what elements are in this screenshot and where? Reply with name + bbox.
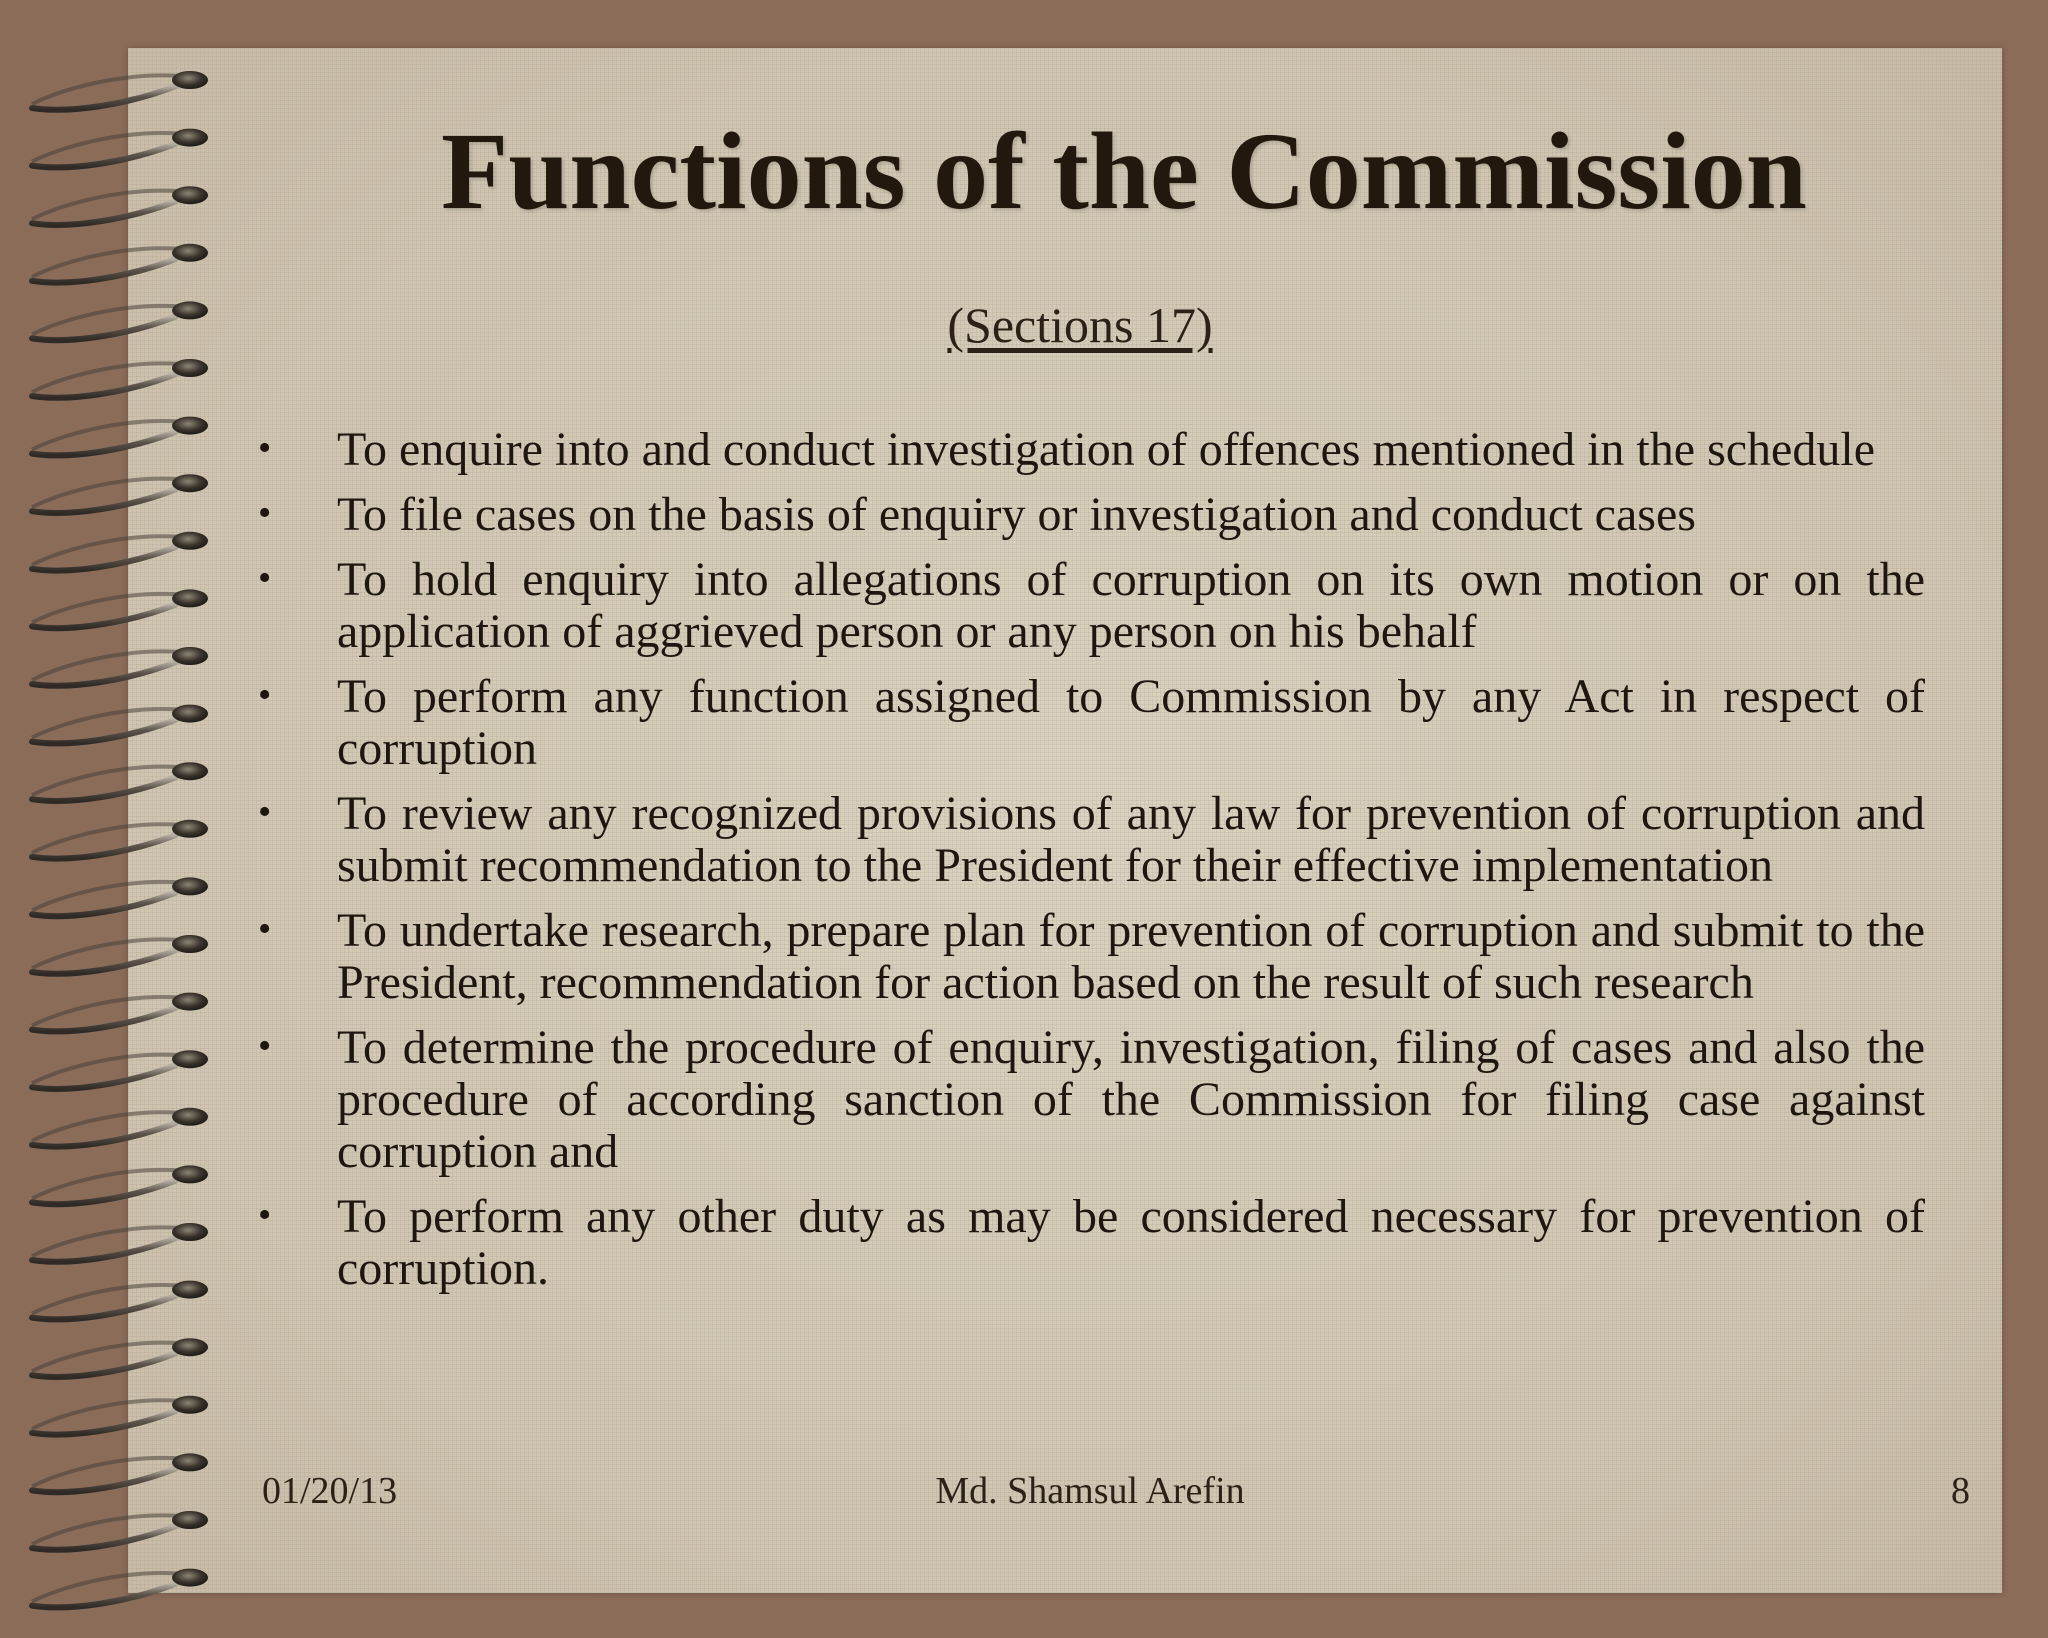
slide-title: Functions of the Commission <box>441 110 1807 232</box>
bullet-item <box>250 1191 1925 1295</box>
spiral-ring-icon <box>32 417 208 456</box>
slide-subtitle: (Sections 17) <box>947 297 1213 353</box>
spiral-ring-icon <box>32 71 208 110</box>
spiral-ring-icon <box>32 186 208 225</box>
spiral-ring-icon <box>32 1569 208 1608</box>
bullet-item <box>250 424 1925 476</box>
spiral-ring-icon <box>32 820 208 859</box>
spiral-ring-icon <box>32 877 208 916</box>
spiral-ring-icon <box>32 589 208 628</box>
bullet-dot-icon: • <box>258 492 272 534</box>
page-number: 8 <box>1951 1470 1970 1512</box>
spiral-ring-icon <box>32 1338 208 1377</box>
bullet-dot-icon: • <box>258 791 272 833</box>
spiral-ring-icon <box>32 647 208 686</box>
bullet-item <box>250 554 1925 658</box>
spiral-ring-icon <box>32 359 208 398</box>
bullet-text: To determine the procedure of enquiry, investigation, filing of cases and also the procedure of according sanction of the Commission for filing case against corruption and <box>337 1021 1925 1178</box>
spiral-ring-icon <box>32 301 208 340</box>
bullet-item <box>250 489 1925 541</box>
bullet-dot-icon: • <box>258 908 272 950</box>
bullet-text: To file cases on the basis of enquiry or investigation and conduct cases <box>337 488 1696 541</box>
bullet-item <box>250 905 1925 1009</box>
bullet-item <box>250 671 1925 775</box>
spiral-ring-icon <box>32 935 208 974</box>
bullet-text: To undertake research, prepare plan for prevention of corruption and submit to the President, recommendation for action based on the result of such research <box>337 904 1925 1009</box>
spiral-ring-icon <box>32 1396 208 1435</box>
bullet-text: To perform any function assigned to Commission by any Act in respect of corruption <box>337 670 1925 775</box>
spiral-ring-icon <box>32 1223 208 1262</box>
footer-author: Md. Shamsul Arefin <box>935 1470 1245 1512</box>
bullet-text: To enquire into and conduct investigation of offences mentioned in the schedule <box>337 423 1875 476</box>
spiral-ring-icon <box>32 244 208 283</box>
spiral-ring-icon <box>32 1511 208 1550</box>
spiral-ring-icon <box>32 1281 208 1320</box>
bullet-dot-icon: • <box>258 674 272 716</box>
bullet-dot-icon: • <box>258 1025 272 1067</box>
spiral-binding-icon <box>0 0 260 1638</box>
spiral-ring-icon <box>32 129 208 168</box>
spiral-ring-icon <box>32 762 208 801</box>
bullet-dot-icon: • <box>258 1194 272 1236</box>
spiral-ring-icon <box>32 705 208 744</box>
footer-date: 01/20/13 <box>262 1470 398 1512</box>
bullet-text: To review any recognized provisions of any law for prevention of corruption and submit recommendation to the President for their effective implementation <box>337 787 1925 892</box>
bullet-dot-icon: • <box>258 427 272 469</box>
bullet-text: To perform any other duty as may be considered necessary for prevention of corruption. <box>337 1190 1925 1295</box>
spiral-ring-icon <box>32 1165 208 1204</box>
bullet-text: To hold enquiry into allegations of corruption on its own motion or on the application of aggrieved person or any person on his behalf <box>337 553 1925 658</box>
bullet-item <box>250 1022 1925 1178</box>
spiral-ring-icon <box>32 1108 208 1147</box>
bullet-item <box>250 788 1925 892</box>
spiral-ring-icon <box>32 1453 208 1492</box>
spiral-ring-icon <box>32 532 208 571</box>
spiral-ring-icon <box>32 474 208 513</box>
bullet-list <box>250 424 1925 1308</box>
bullet-dot-icon: • <box>258 557 272 599</box>
spiral-ring-icon <box>32 993 208 1032</box>
spiral-ring-icon <box>32 1050 208 1089</box>
